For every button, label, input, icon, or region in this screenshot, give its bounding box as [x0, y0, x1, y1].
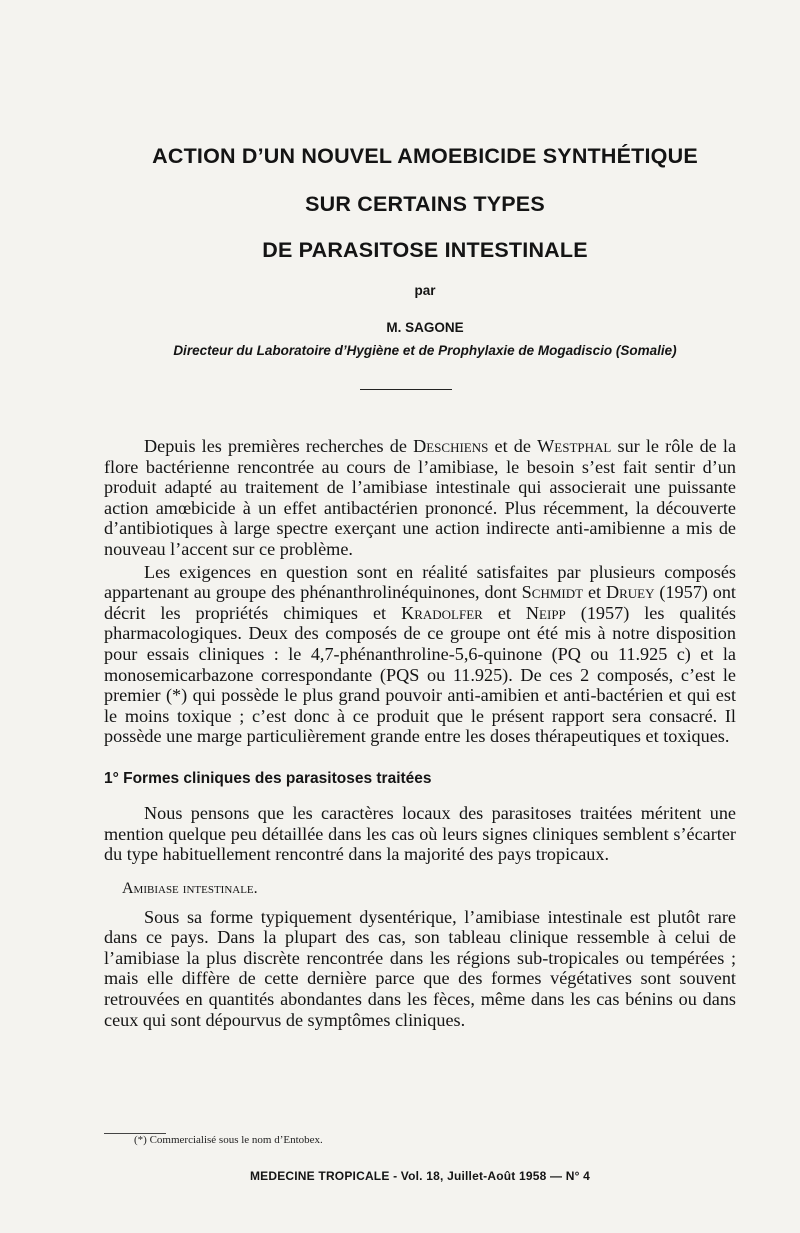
- author-ref: Kradolfer: [401, 602, 483, 623]
- byline: par: [414, 283, 436, 298]
- author-name: M. SAGONE: [386, 320, 464, 335]
- title-line-3: DE PARASITOSE INTESTINALE: [262, 238, 588, 262]
- author-ref: Deschiens: [413, 436, 489, 456]
- text-run: (1957) ont décrit les propriétés chimiques et: [104, 582, 736, 623]
- author-affiliation: Directeur du Laboratoire d’Hygiène et de Prophylaxie de Mogadiscio (Somalie): [173, 343, 677, 358]
- text-run: et de: [488, 436, 538, 456]
- text-run: sur le rôle de la flore bactérienne rencontrée au cours de l’amibiase, le besoin s’est fait sentir d’un produit adapté au traitement de l’amibiase intestinale qui associerait une puissante action amœbicide à un effet antibactérien prononcé. Plus récemment, la découverte d’antibiotiques à large spectre exerçant une action indirecte anti-amibienne a mis de nouveau l’accent sur ce problème.: [104, 436, 737, 559]
- author-ref: Westphal: [537, 436, 612, 456]
- text-run: Les exigences en question sont en réalité satisfaites par plusieurs composés appartenant au groupe des phénanthrolinéquinones, dont: [104, 561, 736, 603]
- title-line-2: SUR CERTAINS TYPES: [305, 192, 545, 216]
- title-divider: [360, 389, 452, 390]
- author-ref: Schmidt: [521, 582, 584, 603]
- author-ref: Druey: [605, 582, 655, 603]
- paragraph-amibiase: Sous sa forme typiquement dysentérique, l’amibiase intestinale est plutôt rare dans ce pays. Dans la plupart des cas, son tableau clinique ressemble à celui de l’amibiase la plus discrète rencontrée dans les régions sub-tropicales ou tempérées ; mais elle diffère de cette dernière parce que des formes végétatives sont souvent retrouvées en quantités abondantes dans les fèces, même dans les cas bénins ou dans ceux qui sont dépourvus de symptômes cliniques.: [104, 906, 736, 1030]
- paragraph-section1: Nous pensons que les caractères locaux des parasitoses traitées méritent une mention quelque peu détaillée dans les cas où leurs signes cliniques semblent s’écarter du type habituellement rencontré dans la majorité des pays tropicaux.: [104, 802, 736, 865]
- subsection-heading: Amibiase intestinale.: [122, 879, 258, 897]
- article-body: [104, 436, 736, 1030]
- section-heading: 1° Formes cliniques des parasitoses traitées: [104, 769, 432, 787]
- author-ref: Neipp: [525, 602, 566, 623]
- paragraph-intro: [104, 436, 736, 560]
- text-run: et: [583, 582, 606, 603]
- paragraph-compounds: [104, 562, 736, 747]
- text-run: (1957) les qualités pharmacologiques. Deux des composés de ce groupe ont été mis à notre disposition pour essais cliniques : le 4,7-phénanthroline-5,6-quinone (PQ ou 11.925 c) et la monosemicarbazone correspondante (PQS ou 11.925). De ces 2 composés, c’est le premier (*) qui possède le plus grand pouvoir anti-amibien et anti-bactérien et qui est le moins toxique ; c’est donc à ce produit que le présent rapport sera consacré. Il possède une marge particulièrement grande entre les doses thérapeutiques et toxiques.: [104, 602, 736, 747]
- title-line-1: ACTION D’UN NOUVEL AMOEBICIDE SYNTHÉTIQUE: [152, 144, 698, 168]
- journal-footer: MEDECINE TROPICALE - Vol. 18, Juillet-Août 1958 — N° 4: [249, 1169, 591, 1183]
- text-run: et: [482, 602, 526, 623]
- text-run: Depuis les premières recherches de: [144, 436, 414, 456]
- footnote: (*) Commercialisé sous le nom d’Entobex.: [134, 1134, 323, 1146]
